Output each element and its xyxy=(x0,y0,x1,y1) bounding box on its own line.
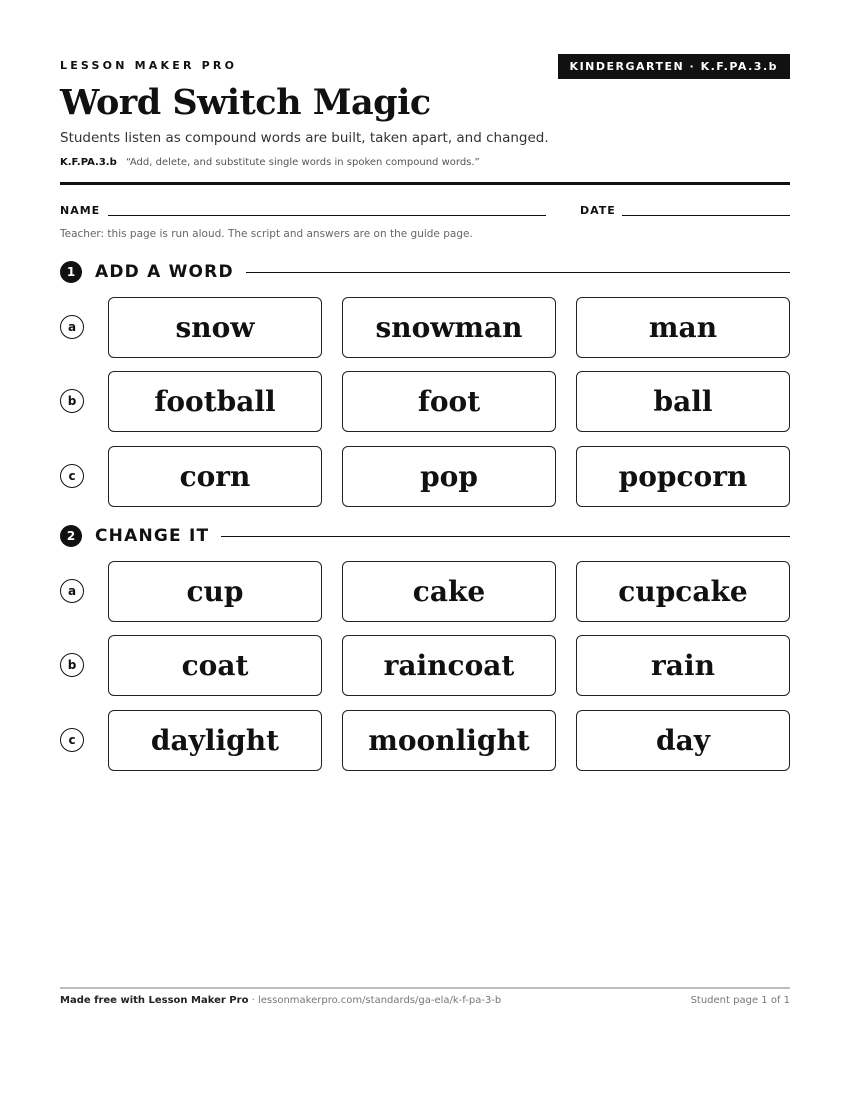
name-field[interactable] xyxy=(108,215,546,216)
word-card: ball xyxy=(576,371,790,432)
teacher-note: Teacher: this page is run aloud. The script and answers are on the guide page. xyxy=(60,228,473,240)
row-letter: a xyxy=(60,315,84,339)
standard-line xyxy=(60,157,480,168)
footer-url[interactable]: · lessonmakerpro.com/standards/ga-ela/k-f-pa-3-b xyxy=(248,995,502,1006)
page-title: Word Switch Magic xyxy=(60,82,431,123)
word-card: daylight xyxy=(108,710,322,771)
grade-badge: KINDERGARTEN · K.F.PA.3.b xyxy=(558,54,790,79)
word-card: popcorn xyxy=(576,446,790,507)
word-card: foot xyxy=(342,371,556,432)
word-row xyxy=(60,297,790,359)
word-card: corn xyxy=(108,446,322,507)
date-field[interactable] xyxy=(622,215,790,216)
word-card: cupcake xyxy=(576,561,790,622)
word-row xyxy=(60,710,790,772)
word-row xyxy=(60,446,790,508)
section-header xyxy=(60,524,790,548)
standard-text: “Add, delete, and substitute single words in spoken compound words.” xyxy=(125,157,480,168)
word-card: day xyxy=(576,710,790,771)
word-card: man xyxy=(576,297,790,358)
footer-made-with: Made free with Lesson Maker Pro xyxy=(60,995,249,1006)
row-letter: b xyxy=(60,389,84,413)
word-card: cup xyxy=(108,561,322,622)
row-letter: c xyxy=(60,464,84,488)
section-rule xyxy=(221,536,790,537)
word-card: coat xyxy=(108,635,322,696)
word-card: moonlight xyxy=(342,710,556,771)
section-rule xyxy=(246,272,790,273)
word-row xyxy=(60,635,790,697)
footer-page-label: Student page 1 of 1 xyxy=(690,995,790,1006)
brand-name: LESSON MAKER PRO xyxy=(60,59,238,72)
row-letter: c xyxy=(60,728,84,752)
row-letter: a xyxy=(60,579,84,603)
date-label: DATE xyxy=(580,204,616,217)
row-letter: b xyxy=(60,653,84,677)
word-row xyxy=(60,561,790,623)
section-number: 2 xyxy=(60,525,82,547)
section-header xyxy=(60,260,790,284)
header-divider xyxy=(60,182,790,185)
standard-code: K.F.PA.3.b xyxy=(60,157,117,168)
footer-credit xyxy=(60,995,501,1006)
section-title: CHANGE IT xyxy=(95,526,210,546)
page-subtitle: Students listen as compound words are built, taken apart, and changed. xyxy=(60,130,549,146)
word-card: snowman xyxy=(342,297,556,358)
worksheet-page xyxy=(60,0,790,1100)
word-card: pop xyxy=(342,446,556,507)
section-number: 1 xyxy=(60,261,82,283)
section-title: ADD A WORD xyxy=(95,262,234,282)
name-label: NAME xyxy=(60,204,101,217)
word-card: raincoat xyxy=(342,635,556,696)
footer-divider xyxy=(60,987,790,989)
word-card: rain xyxy=(576,635,790,696)
word-row xyxy=(60,371,790,433)
word-card: football xyxy=(108,371,322,432)
word-card: snow xyxy=(108,297,322,358)
word-card: cake xyxy=(342,561,556,622)
